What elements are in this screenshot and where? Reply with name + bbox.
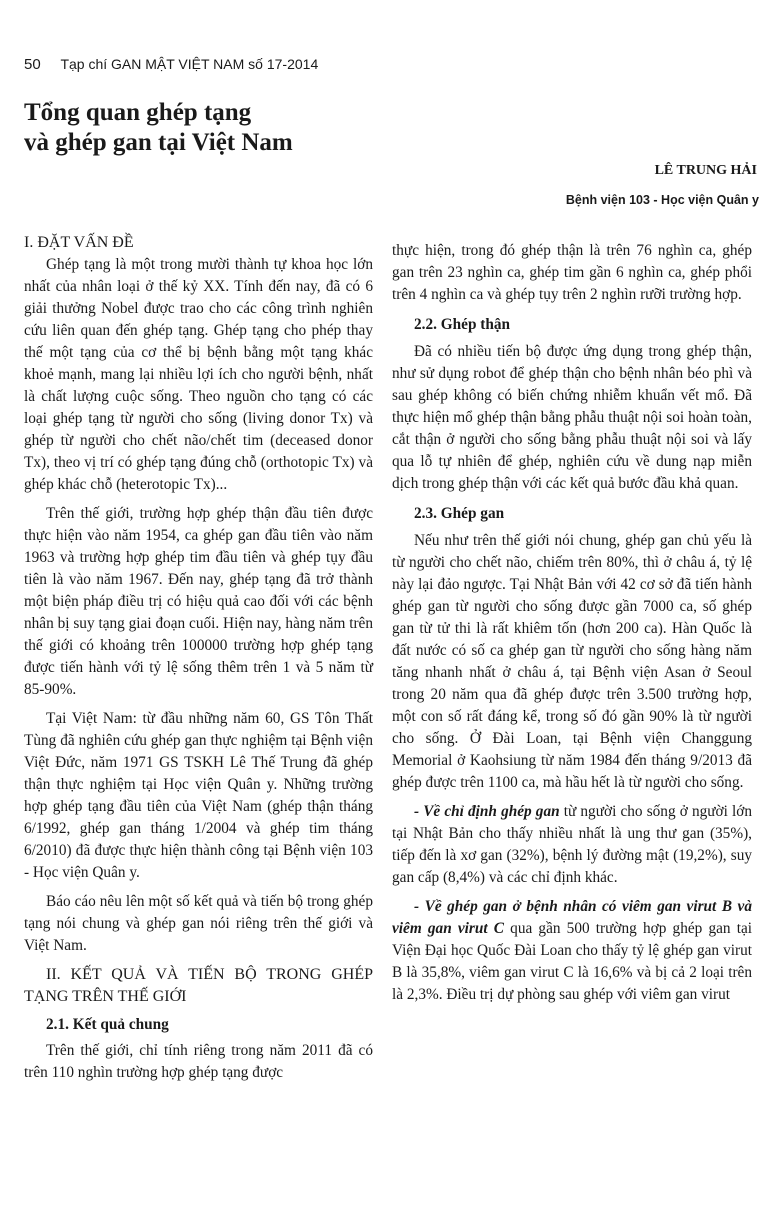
page-number: 50 (24, 56, 41, 73)
paragraph (392, 896, 752, 1006)
journal-name: Tạp chí GAN MẬT VIỆT NAM số 17-2014 (60, 56, 319, 72)
indication-text: từ người cho sống ở người lớn tại Nhật Bản cho thấy nhiều nhất là ung thư gan (35%), tiếp đến là xơ gan (32%), bệnh lý đường mật (19,2%), suy gan cấp (8,4%) và các chỉ định khác. (392, 803, 752, 886)
author-name: LÊ TRUNG HẢI (654, 163, 757, 178)
section-2-heading: II. KẾT QUẢ VÀ TIẾN BỘ TRONG GHÉP TẠNG TRÊN THẾ GIỚI (24, 966, 373, 1005)
subsection-2-2-heading: 2.2. Ghép thận (414, 316, 511, 333)
title-line-2: và ghép gan tại Việt Nam (24, 129, 293, 156)
right-column (392, 240, 752, 1006)
paragraph: Trên thế giới, trường hợp ghép thận đầu tiên được thực hiện vào năm 1954, ca ghép gan đầu tiên vào năm 1963 và trường hợp ghép tim đầu tiên và ghép tụy đầu tiên là vào năm 1967. Đến nay, ghép tạng đã trở thành một biện pháp điều trị có hiệu quả cao đối với các bệnh nhân bị suy tạng giai đoạn cuối. Hiện nay, hàng năm trên thế giới có khoảng trên 100000 trường hợp ghép tạng được tiến hành với tỷ lệ sống thêm trên 1 và 5 năm từ 85-90%. (24, 505, 373, 698)
paragraph: Tại Việt Nam: từ đầu những năm 60, GS Tôn Thất Tùng đã nghiên cứu ghép gan thực nghiệm tại Bệnh viện Việt Đức, năm 1971 GS TSKH Lê Thế Trung đã ghép thận thực nghiệm tại Học viện Quân y. Những trường hợp ghép tạng đầu tiên của Việt Nam (ghép thận tháng 6/1992, ghép gan tháng 1/2004 và ghép tim tháng 6/2010) đã được thực hiện thành công tại Bệnh viện 103 - Học viện Quân y. (24, 710, 373, 881)
paragraph: Ghép tạng là một trong mười thành tự khoa học lớn nhất của nhân loại ở thế kỷ XX. Tính đến nay, đã có 6 giải thưởng Nobel được trao cho các công trình nghiên cứu liên quan đến ghép tạng. Ghép tạng cho phép thay thế một tạng của cơ thể bị bệnh bằng một tạng khác khoẻ mạnh, mang lại nhiều lợi ích cho người bệnh, nhất là chất lượng cuộc sống. Theo nguồn cho tạng có các loại ghép tạng từ người cho sống (living donor Tx) và ghép từ người cho chết não/chết tim (deceased donor Tx), theo vị trí có ghép tạng đúng chỗ (orthotopic Tx) và ghép khác chỗ (heterotopic Tx)... (24, 256, 373, 493)
article-title (24, 98, 293, 158)
title-line-1: Tổng quan ghép tạng (24, 99, 252, 126)
indication-lead: - Về chỉ định ghép gan (414, 803, 560, 820)
paragraph: Trên thế giới, chỉ tính riêng trong năm 2011 đã có trên 110 nghìn trường hợp ghép tạng được (24, 1042, 373, 1081)
author-affiliation: Bệnh viện 103 - Học viện Quân y (565, 193, 759, 207)
paragraph (392, 801, 752, 889)
left-column (24, 232, 373, 1084)
running-header (24, 56, 318, 74)
paragraph: Báo cáo nêu lên một số kết quả và tiến bộ trong ghép tạng nói chung và ghép gan nói riêng trên thế giới và Việt Nam. (24, 893, 373, 954)
paragraph: thực hiện, trong đó ghép thận là trên 76 nghìn ca, ghép gan trên 23 nghìn ca, ghép tim gần 6 nghìn ca, ghép phổi trên 4 nghìn ca và ghép tụy trên 2 nghìn rưỡi trường hợp. (392, 242, 752, 303)
hepatitis-lead: - Về ghép gan ở bệnh nhân có viêm gan virut B và viêm gan virut C (392, 898, 752, 937)
hepatitis-text: qua gần 500 trường hợp ghép gan tại Viện Đại học Quốc Đài Loan cho thấy tỷ lệ ghép gan virut B là 35,8%, viêm gan virut C là 16,6% và bị cả 2 loại trên là 2,3%. Điều trị dự phòng sau ghép với viêm gan virut (392, 920, 752, 1003)
paragraph: Nếu như trên thế giới nói chung, ghép gan chủ yếu là từ người cho chết não, chiếm trên 80%, thì ở châu á, tỷ lệ này lại đảo ngược. Tại Nhật Bản với 42 cơ sở đã tiến hành ghép gan từ người cho sống được gần 7000 ca, số ghép gan từ tử thi là rất khiêm tốn (hơn 200 ca). Hàn Quốc là đất nước có số ca ghép gan từ người cho sống hàng năm tăng nhanh nhất ở châu á, tại Bệnh viện Asan ở Seoul trong 20 năm qua đã ghép được trên 3.500 trường hợp, một con số rất đáng kể, trong số đó gần 90% là từ người cho sống. Ở Đài Loan, tại Bệnh viện Changgung Memorial ở Kaohsiung từ năm 1984 đến tháng 9/2013 đã ghép được trên 1100 ca, mà hầu hết là từ người cho sống. (392, 532, 752, 791)
paragraph: Đã có nhiều tiến bộ được ứng dụng trong ghép thận, như sử dụng robot để ghép thận cho bệnh nhân béo phì và sau ghép không có biến chứng nhiễm khuẩn vết mổ. Đã thực hiện mổ ghép thận bằng phẫu thuật nội soi hoàn toàn, cắt thận ở người cho sống bằng phẫu thuật nội soi và lấy qua lỗ tự nhiên để ghép, nghiên cứu về dung nạp miễn dịch trong ghép thận với các kết quả bước đầu khả quan. (392, 343, 752, 492)
subsection-2-3-heading: 2.3. Ghép gan (414, 505, 505, 522)
subsection-2-1-heading: 2.1. Kết quả chung (46, 1016, 169, 1033)
section-1-heading: I. ĐẶT VẤN ĐỀ (24, 234, 134, 251)
